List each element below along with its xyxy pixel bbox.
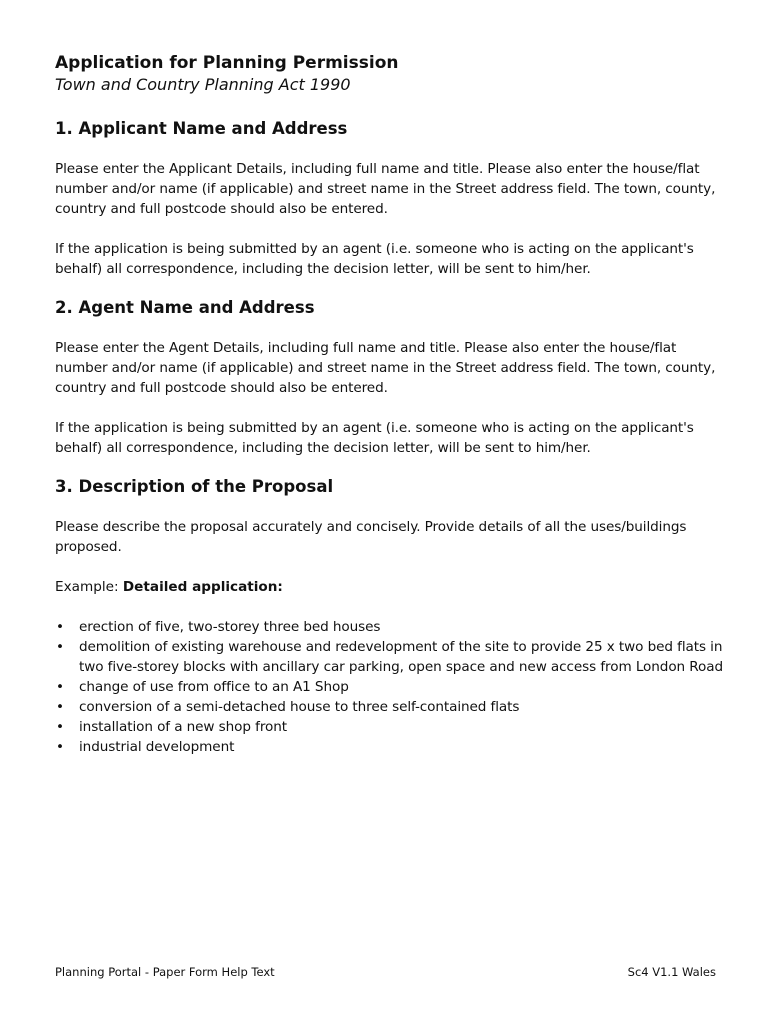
paragraph: Please enter the Agent Details, including full name and title. Please also enter the house/flat number and/or name (if applicable) and street name in the Street address field. The town, county, country and full postcode should also be entered. [55,340,716,396]
list-item [55,637,725,677]
section-applicant [55,118,725,279]
list-item [55,677,725,697]
list-item-text: erection of five, two-storey three bed houses [79,619,381,635]
section-proposal [55,476,725,757]
list-item [55,717,725,737]
list-item [55,617,725,637]
footer-left-text: Planning Portal - Paper Form Help Text [55,965,275,979]
example-label: Detailed application: [122,579,283,595]
bullet-icon: • [56,619,64,635]
bullet-icon: • [56,739,64,755]
list-item-text: demolition of existing warehouse and redevelopment of the site to provide 25 x two bed flats in two five-storey blocks with ancillary car parking, open space and new access from London Road [79,639,723,675]
bullet-icon: • [56,699,64,715]
paragraph: Please describe the proposal accurately and concisely. Provide details of all the uses/buildings proposed. [55,519,687,555]
paragraph: If the application is being submitted by an agent (i.e. someone who is acting on the applicant's behalf) all correspondence, including the decision letter, will be sent to him/her. [55,420,694,456]
bullet-icon: • [56,719,64,735]
section-heading: 3. Description of the Proposal [55,477,334,496]
example-prefix: Example: [55,579,119,595]
paragraph: If the application is being submitted by an agent (i.e. someone who is acting on the applicant's behalf) all correspondence, including the decision letter, will be sent to him/her. [55,241,694,277]
list-item-text: installation of a new shop front [79,719,287,735]
examples-list [55,617,725,757]
section-heading: 1. Applicant Name and Address [55,119,348,138]
page-footer [55,964,716,980]
list-item-text: conversion of a semi-detached house to three self-contained flats [79,699,520,715]
list-item-text: change of use from office to an A1 Shop [79,679,349,695]
paragraph: Please enter the Applicant Details, including full name and title. Please also enter the house/flat number and/or name (if applicable) and street name in the Street address field. The town, county, country and full postcode should also be entered. [55,161,716,217]
bullet-icon: • [56,639,64,655]
document-subtitle: Town and Country Planning Act 1990 [55,75,351,94]
footer-right-text: Sc4 V1.1 Wales [627,965,716,979]
document-title: Application for Planning Permission [55,53,399,73]
example-line [55,577,725,597]
bullet-icon: • [56,679,64,695]
document-page [55,52,725,757]
section-agent [55,297,725,458]
list-item [55,737,725,757]
list-item [55,697,725,717]
list-item-text: industrial development [79,739,235,755]
section-heading: 2. Agent Name and Address [55,298,315,317]
